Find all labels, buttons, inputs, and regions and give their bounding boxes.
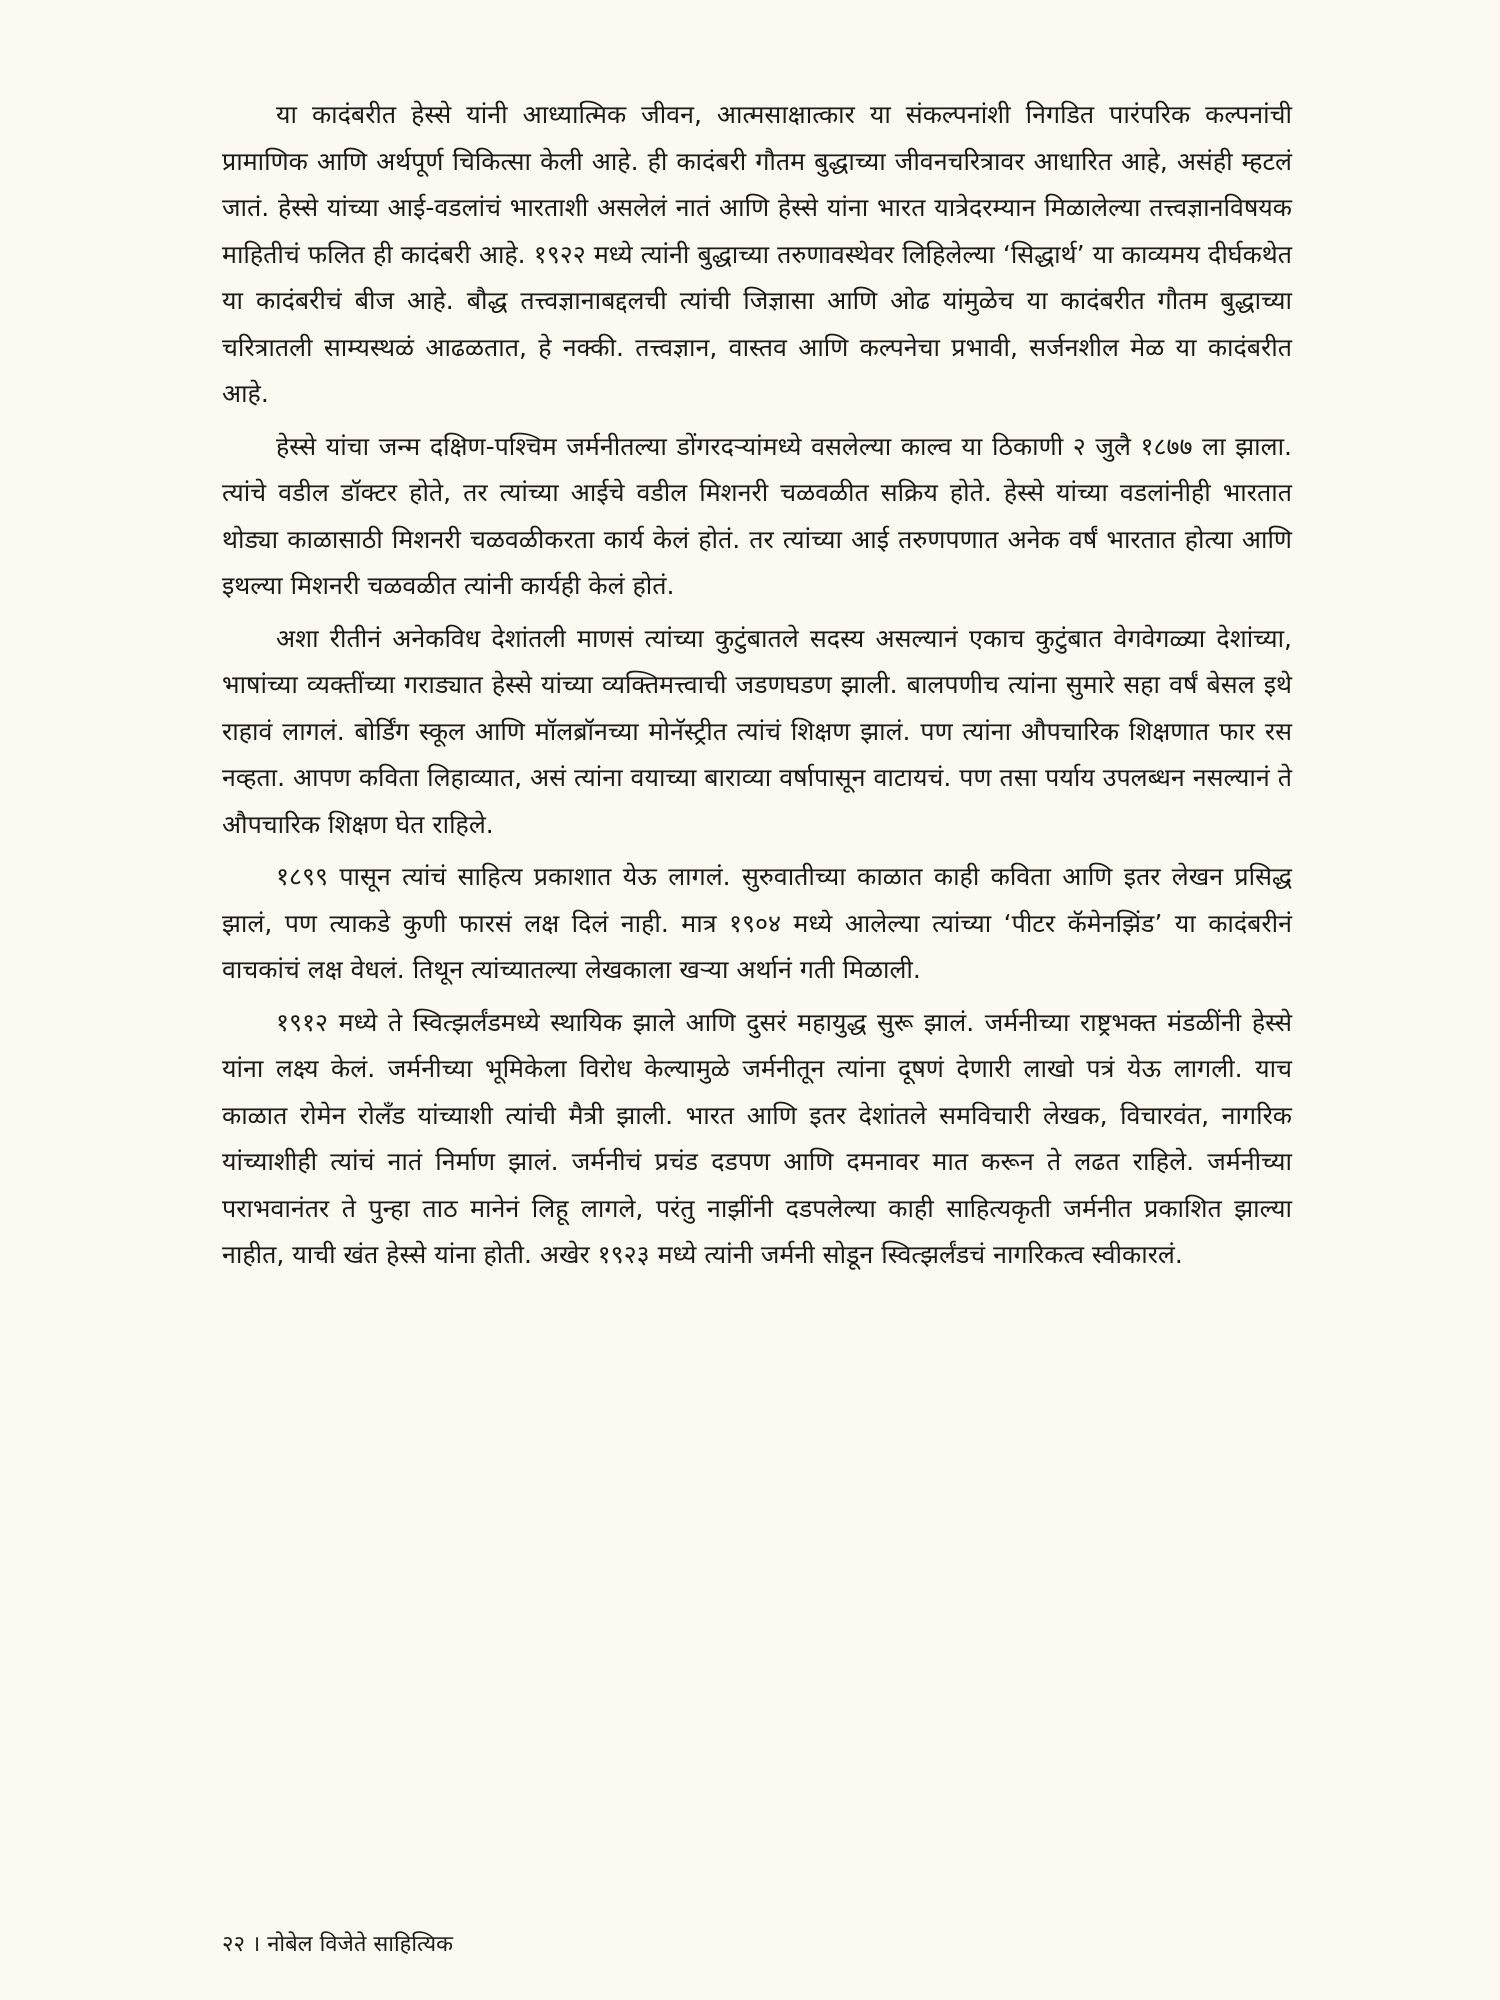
paragraph-1: या कादंबरीत हेस्से यांनी आध्यात्मिक जीवन, आत्मसाक्षात्कार या संकल्पनांशी निगडित पारंपरिक कल्पनांची प्रामाणिक आणि अर्थपूर्ण चिकित्सा केली आहे. ही कादंबरी गौतम बुद्धाच्या जीवनचरित्रावर आधारित आहे, असंही म्हटलं जातं. हेस्से यांच्या आई-वडलांचं भारताशी असलेलं नातं आणि हेस्से यांना भारत यात्रेदरम्यान मिळालेल्या तत्त्वज्ञानविषयक माहितीचं फलित ही कादंबरी आहे. १९२२ मध्ये त्यांनी बुद्धाच्या तरुणावस्थेवर लिहिलेल्या ‘सिद्धार्थ’ या काव्यमय दीर्घकथेत या कादंबरीचं बीज आहे. बौद्ध तत्त्वज्ञानाबद्दलची त्यांची जिज्ञासा आणि ओढ यांमुळेच या कादंबरीत गौतम बुद्धाच्या चरित्रातली साम्यस्थळं आढळतात, हे नक्की. तत्त्वज्ञान, वास्तव आणि कल्पनेचा प्रभावी, सर्जनशील मेळ या कादंबरीत आहे. — [222, 100, 1292, 408]
page-footer: २२ । नोबेल विजेते साहित्यिक — [222, 1932, 454, 1957]
paragraph-4: १८९९ पासून त्यांचं साहित्य प्रकाशात येऊ लागलं. सुरुवातीच्या काळात काही कविता आणि इतर लेखन प्रसिद्ध झालं, पण त्याकडे कुणी फारसं लक्ष दिलं नाही. मात्र १९०४ मध्ये आलेल्या त्यांच्या ‘पीटर कॅमेनझिंड’ या कादंबरीनं वाचकांचं लक्ष वेधलं. तिथून त्यांच्यातल्या लेखकाला खऱ्या अर्थानं गती मिळाली. — [222, 862, 1292, 984]
paragraph-2: हेस्से यांचा जन्म दक्षिण-पश्चिम जर्मनीतल्या डोंगरदऱ्यांमध्ये वसलेल्या काल्व या ठिकाणी २ जुलै १८७७ ला झाला. त्यांचे वडील डॉक्टर होते, तर त्यांच्या आईचे वडील मिशनरी चळवळीत सक्रिय होते. हेस्से यांच्या वडलांनीही भारतात थोड्या काळासाठी मिशनरी चळवळीकरता कार्य केलं होतं. तर त्यांच्या आई तरुणपणात अनेक वर्षं भारतात होत्या आणि इथल्या मिशनरी चळवळीत त्यांनी कार्यही केलं होतं. — [222, 431, 1292, 600]
paragraph-5: १९१२ मध्ये ते स्वित्झर्लंडमध्ये स्थायिक झाले आणि दुसरं महायुद्ध सुरू झालं. जर्मनीच्या राष्ट्रभक्त मंडळींनी हेस्से यांना लक्ष्य केलं. जर्मनीच्या भूमिकेला विरोध केल्यामुळे जर्मनीतून त्यांना दूषणं देणारी लाखो पत्रं येऊ लागली. याच काळात रोमेन रोलँड यांच्याशी त्यांची मैत्री झाली. भारत आणि इतर देशांतले समविचारी लेखक, विचारवंत, नागरिक यांच्याशीही त्यांचं नातं निर्माण झालं. जर्मनीचं प्रचंड दडपण आणि दमनावर मात करून ते लढत राहिले. जर्मनीच्या पराभवानंतर ते पुन्हा ताठ मानेनं लिहू लागले, परंतु नाझींनी दडपलेल्या काही साहित्यकृती जर्मनीत प्रकाशित झाल्या नाहीत, याची खंत हेस्से यांना होती. अखेर १९२३ मध्ये त्यांनी जर्मनी सोडून स्वित्झर्लंडचं नागरिकत्व स्वीकारलं. — [222, 1007, 1292, 1269]
paragraph-3: अशा रीतीनं अनेकविध देशांतली माणसं त्यांच्या कुटुंबातले सदस्य असल्यानं एकाच कुटुंबात वेगवेगळ्या देशांच्या, भाषांच्या व्यक्तींच्या गराड्यात हेस्से यांच्या व्यक्तिमत्त्वाची जडणघडण झाली. बालपणीच त्यांना सुमारे सहा वर्षं बेसल इथे राहावं लागलं. बोर्डिंग स्कूल आणि मॉलब्रॉनच्या मोनॅस्ट्रीत त्यांचं शिक्षण झालं. पण त्यांना औपचारिक शिक्षणात फार रस नव्हता. आपण कविता लिहाव्यात, असं त्यांना वयाच्या बाराव्या वर्षापासून वाटायचं. पण तसा पर्याय उपलब्धन नसल्यानं ते औपचारिक शिक्षण घेत राहिले. — [222, 623, 1292, 839]
body-text — [222, 92, 1292, 1285]
